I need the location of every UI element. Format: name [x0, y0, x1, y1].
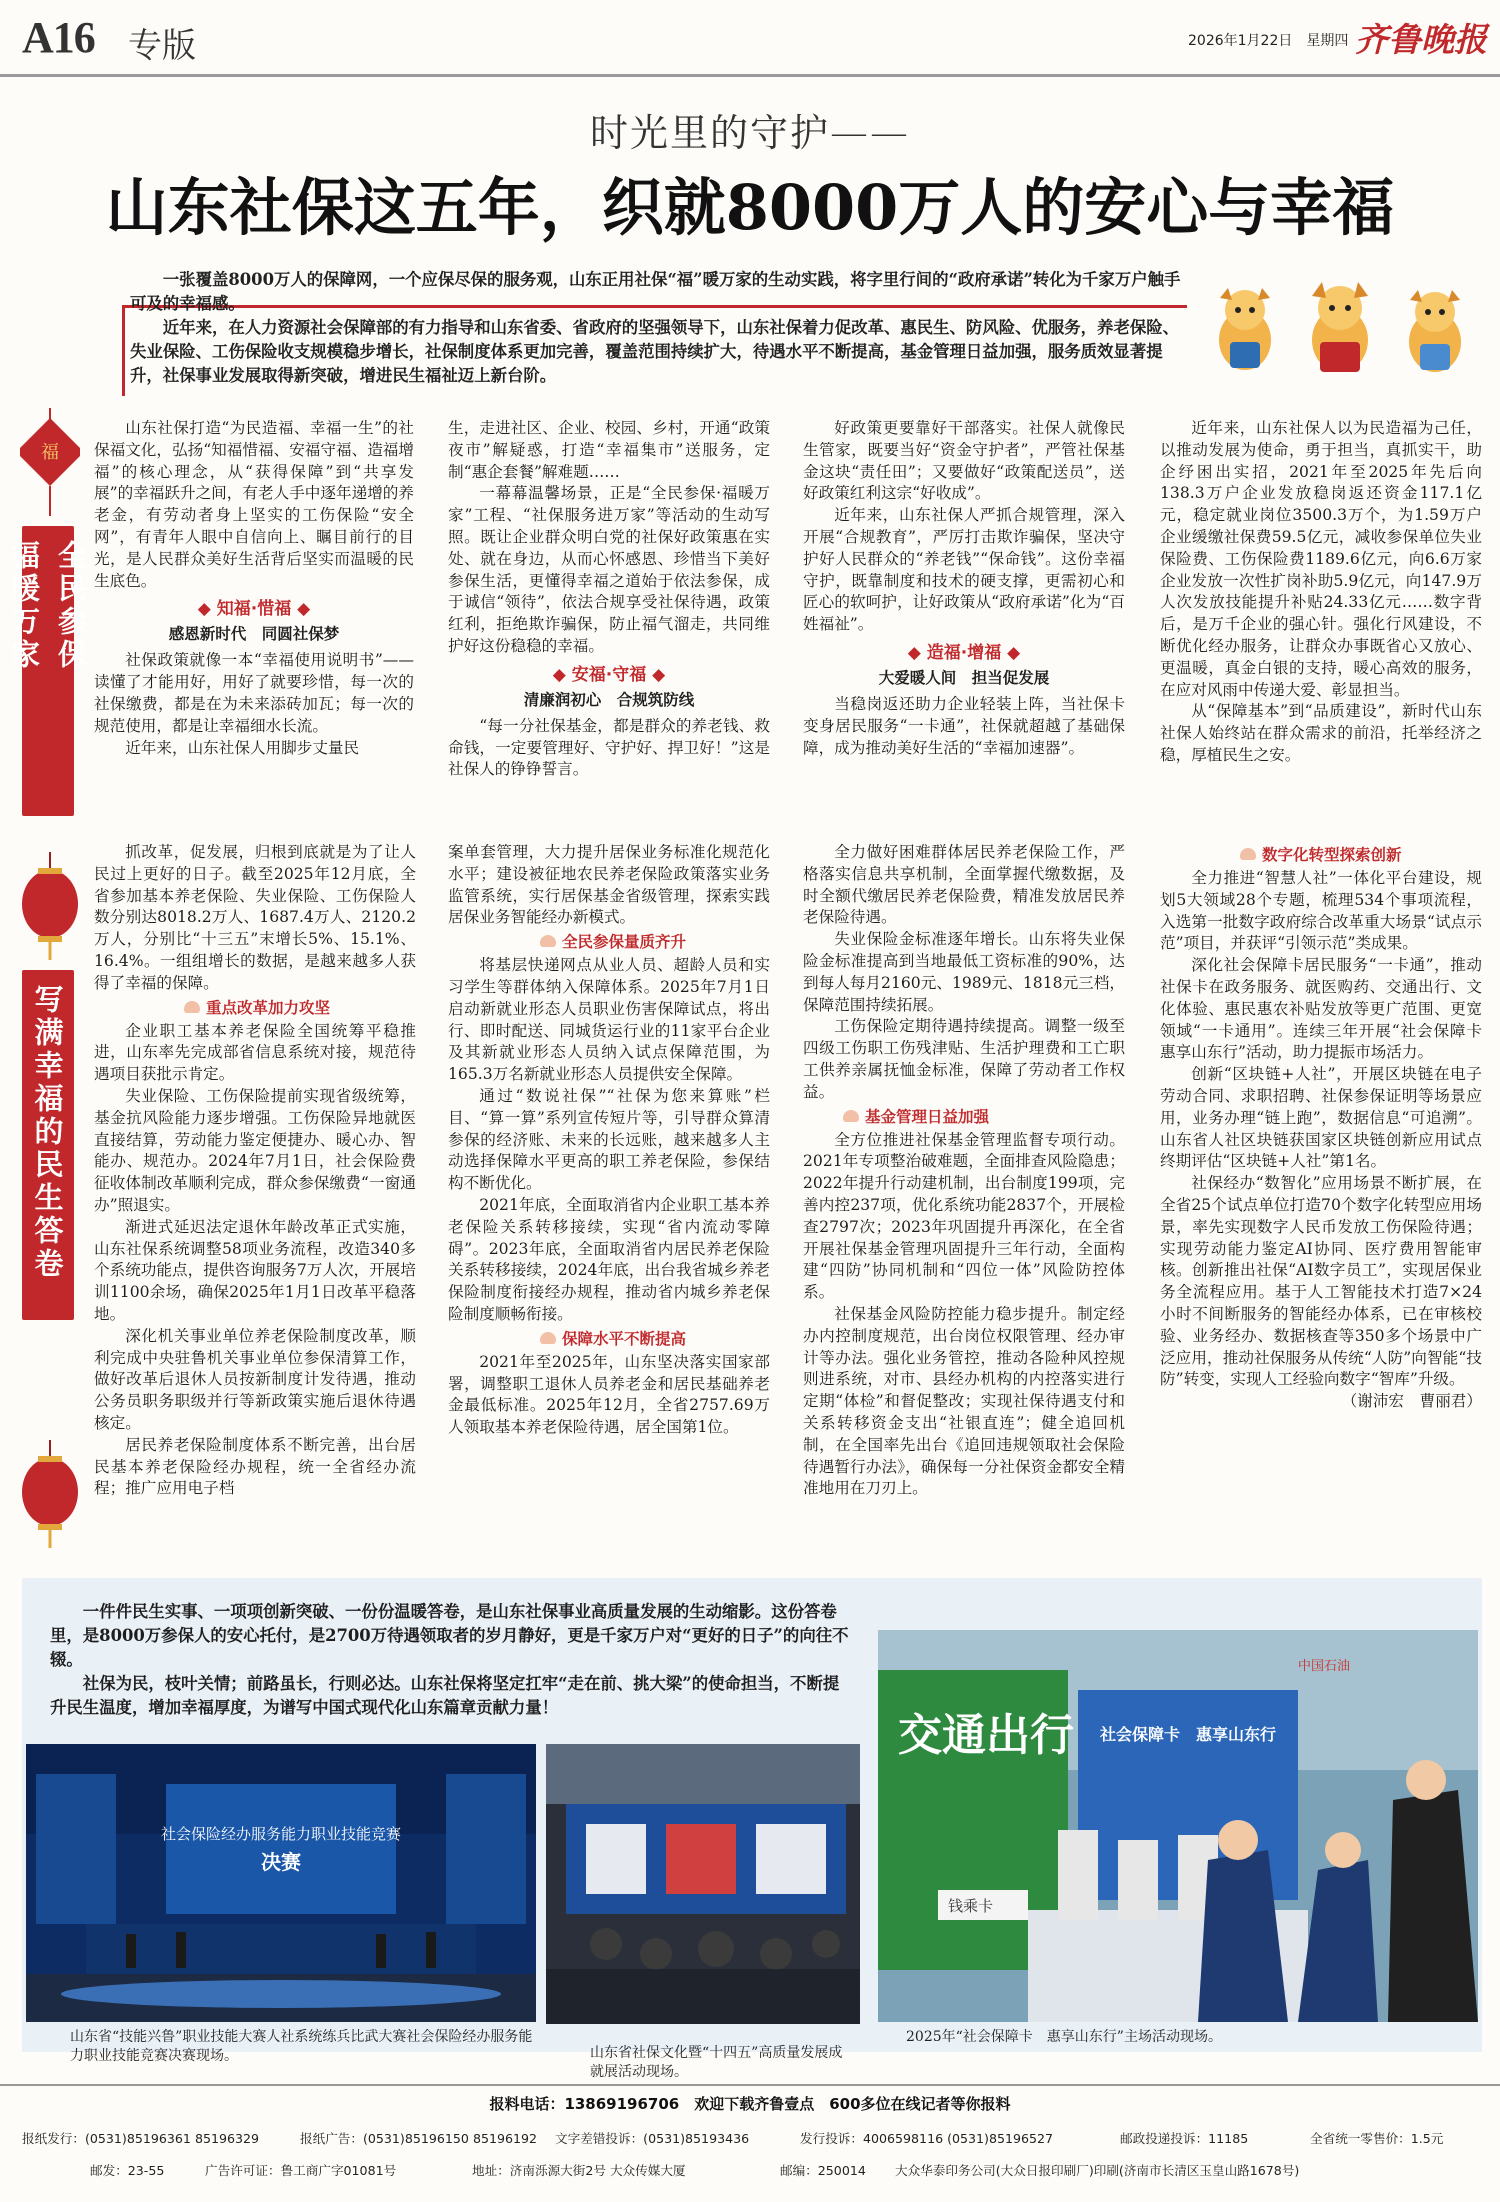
- paragraph: 2021年至2025年，山东坚决落实国家部署，调整职工退休人员养老金和居民基础养老金最低标准。2025年12月，全省2757.69万人领取基本养老保险待遇，居全国第1位。: [448, 1352, 770, 1437]
- paragraph: 案单套管理，大力提升居保业务标准化规范化水平；建设被征地农民养老保险政策落实业务监管系统，实行居保基金省级管理，探索实践居保业务智能经办新模式。: [448, 843, 770, 927]
- paragraph: 深化社会保障卡居民服务“一卡通”，推动社保卡在政务服务、就医购药、交通出行、文化体验、惠民惠农补贴发放等更广范围、更宽领域“一卡通用”。连续三年开展“社会保障卡 惠享山东行”活动，助力提振市场活力。: [1160, 956, 1498, 1062]
- subhead-slogan: 清廉润初心 合规筑防线: [523, 690, 695, 709]
- column-1-2: [448, 418, 770, 781]
- paragraph: 抓改革，促发展，归根到底就是为了让人民过上更好的日子。截至2025年12月底，全省参加基本养老保险、失业保险、工伤保险人数分别达8018.2万人、1687.4万人、2120.2万人，分别比“十三五”末增长5%、15.1%、16.4%。一组组增长的数据，是越来越多人获得了幸福的保障。: [94, 843, 416, 992]
- footer-item: 地址：济南泺源大街2号 大众传媒大厦: [472, 2163, 686, 2178]
- footer-rule: [0, 2084, 1500, 2086]
- footer-item: 广告许可证：鲁工商广字01081号: [205, 2163, 397, 2178]
- paragraph: 将基层快递网点从业人员、超龄人员和实习学生等群体纳入保障体系。2025年7月1日启动新就业形态人员职业伤害保障试点，将出行、即时配送、同城货运行业的11家平台企业及其新就业形态人员纳入试点保障范围，为165.3万名新就业形态人员提供安全保障。: [448, 956, 770, 1084]
- photo-exhibition: [546, 1744, 860, 2024]
- mascot-icon: [1219, 288, 1271, 370]
- subhead: 重点改革加力攻坚: [184, 995, 330, 1021]
- page-number: A16: [22, 13, 95, 62]
- footer-item: 全省统一零售价：1.5元: [1310, 2131, 1444, 2146]
- section-name: 专版: [128, 26, 196, 66]
- paragraph: 山东社保打造“为民造福、幸福一生”的社保福文化，弘扬“知福惜福、安福守福、造福增福”的核心理念，从“获得保障”到“共享发展”的幸福跃升之间，有老人手中逐年递增的养老金，有劳动者身上坚实的工伤保险“安全网”，有青年人眼中自信向上、瞩目前行的目光，是人民群众美好生活背后坚实而温暖的民生底色。: [94, 419, 414, 590]
- subhead-slogan: 大爱暖人间 担当促发展: [878, 668, 1050, 687]
- svg-text:福: 福: [41, 442, 59, 463]
- hotline: 报料电话：13869196706 欢迎下载齐鲁壹点 600多位在线记者等你报料: [489, 2095, 1011, 2113]
- header-rule: [0, 74, 1500, 77]
- column-1-1: [94, 418, 414, 759]
- paragraph: 从“保障基本”到“品质建设”，新时代山东社保人始终站在群众需求的前沿，托举经济之稳，厚植民生之安。: [1160, 702, 1482, 764]
- paragraph: 社保经办“数智化”应用场景不断扩展，在全省25个试点单位打造70个数字化转型应用场景，率先实现数字人民币发放工伤保险待遇；实现劳动能力鉴定AI协同、医疗费用智能审核。创新推出社保“AI数字员工”，实现居保业务全流程应用。基于人工智能技术打造7×24小时不间断服务的智能经办体系，已在审核校验、业务经办、数据核查等350多个场景中广泛应用，推动社保服务从传统“人防”向智能“技防”转变，实现人工经验向数字“智库”升级。: [1160, 1174, 1482, 1389]
- subhead: ◆ 知福·惜福 ◆: [197, 599, 311, 620]
- footer-item: 邮发：23-55: [90, 2163, 165, 2178]
- paragraph: 社保政策就像一本“幸福使用说明书”——读懂了才能用好，用好了就要珍惜，每一次的社保缴费，都是在为未来添砖加瓦；每一次的规范使用，都是让幸福细水长流。: [94, 651, 414, 735]
- paragraph: 失业保险金标准逐年增长。山东将失业保险金标准提高到当地最低工资标准的90%，达到每人每月2160元、1989元、1818元三档，保障范围持续拓展。: [803, 930, 1125, 1014]
- photo-caption: 山东省社保文化暨“十四五”高质量发展成就展活动现场。: [590, 2045, 843, 2080]
- summary: [50, 1600, 850, 1720]
- subhead: 基金管理日益加强: [843, 1104, 989, 1130]
- headline: 山东社保这五年，织就8000万人的安心与幸福: [105, 171, 1395, 244]
- paragraph: 近年来，山东社保人用脚步丈量民: [125, 738, 360, 757]
- photo-caption: 2025年“社会保障卡 惠享山东行”主场活动现场。: [906, 2029, 1222, 2045]
- sidebar-text: 福暖万家: [7, 540, 41, 672]
- footer-item: 发行投诉：4006598116 (0531)85196527: [800, 2131, 1054, 2146]
- column-1-3: [803, 418, 1125, 759]
- lantern-icon: [18, 852, 82, 962]
- subhead: 数字化转型探索创新: [1240, 842, 1402, 868]
- paragraph: 近年来，山东社保人严抓合规管理，深入开展“合规教育”，严厉打击欺诈骗保，坚决守护好人民群众的“养老钱”“保命钱”。这份幸福守护，既靠制度和技术的硬支撑，更需初心和匠心的软呵护，让好政策从“政府承诺”化为“百姓福祉”。: [803, 506, 1125, 634]
- issue-date: 2026年1月22日 星期四: [1188, 33, 1349, 49]
- footer-item: 邮编：250014: [780, 2163, 866, 2178]
- lantern-icon: [20, 408, 80, 518]
- sidebar-text: 全民参保: [54, 540, 88, 672]
- paragraph: 社保为民，枝叶关情；前路虽长，行则必达。山东社保将坚定扛牢“走在前、挑大梁”的使命担当，不断提升民生温度，增加幸福厚度，为谱写中国式现代化山东篇章贡献力量！: [50, 1674, 840, 1717]
- byline: （谢沛宏 曹丽君）: [1341, 1392, 1482, 1411]
- paragraph: 企业职工基本养老保险全国统筹平稳推进，山东率先完成部省信息系统对接，规范待遇项目获批示肯定。: [94, 1021, 416, 1084]
- lantern-icon: [18, 1440, 82, 1550]
- photo-caption: 山东省“技能兴鲁”职业技能大赛人社系统练兵比武大赛社会保险经办服务能力职业技能竞赛决赛现场。: [70, 2029, 533, 2064]
- newspaper-logo: 齐鲁晚报: [1355, 20, 1487, 59]
- paragraph: 深化机关事业单位养老保险制度改革，顺利完成中央驻鲁机关事业单位参保清算工作，做好改革后退休人员按新制度计发待遇，推动公务员职务职级并行等新政策实施后退休待遇核定。: [94, 1326, 416, 1432]
- section-sidebar: [7, 526, 88, 816]
- photo-event: [878, 1630, 1478, 2022]
- paragraph: 一件件民生实事、一项项创新突破、一份份温暖答卷，是山东社保事业高质量发展的生动缩影。这份答卷里，是8000万参保人的安心托付，是2700万待遇领取者的岁月静好，更是千家万户对“更好的日子”的向往不辍。: [50, 1602, 849, 1669]
- mascot-icon: [1409, 290, 1461, 372]
- stage-title: 社会保险经办服务能力职业技能竞赛: [160, 1825, 402, 1843]
- footer-item: 报纸发行：(0531)85196361 85196329: [22, 2131, 260, 2146]
- paragraph: 近年来，山东社保人以为民造福为己任，以推动发展为使命，勇于担当，真抓实干，助企纾困出实招，2021年至2025年先后向138.3万户企业发放稳岗返还资金117.1亿元，稳定就业岗位3500.3万个，为1.59万户企业缓缴社保费59.5亿元，减收参保单位失业保险费、工伤保险费1189.6亿元，向6.6万家企业发放一次性扩岗补助5.9亿元，向147.9万人次发放技能提升补贴24.33亿元……数字背后，是万千企业的强心针。强化行风建设，不断优化经办服务，让群众办事既省心又放心、更温暖，真金白银的支持，暖心高效的服务，在应对风雨中传递大爱、彰显担当。: [1160, 419, 1482, 699]
- column-2-3: [803, 842, 1125, 1500]
- paragraph: 社保基金风险防控能力稳步提升。制定经办内控制度规范，出台岗位权限管理、经办审计等办法。强化业务管控，推动各险种风控规则进系统，对市、县经办机构的内控落实进行定期“体检”和督促整改；实现社保待遇支付和关系转移资金支出“社银直连”；健全追回机制，在全国率先出台《追回违规领取社会保险待遇暂行办法》，确保每一分社保资金都安全精准地用在刀刃上。: [803, 1304, 1125, 1498]
- shop-sign: 钱乘卡: [948, 1897, 994, 1915]
- column-1-4: [1160, 418, 1482, 767]
- kicker: 时光里的守护——: [589, 111, 910, 155]
- paragraph: 渐进式延迟法定退休年龄改革正式实施，山东社保系统调整58项业务流程，改造340多个系统功能点，提供咨询服务7万人次，开展培训1100余场，确保2025年1月1日改革平稳落地。: [94, 1217, 416, 1323]
- lead-paragraph: 一张覆盖8000万人的保障网，一个应保尽保的服务观，山东正用社保“福”暖万家的生动实践，将字里行间的“政府承诺”转化为千家万户触手可及的幸福感。: [130, 270, 1181, 313]
- footer-item: 文字差错投诉：(0531)85193436: [555, 2131, 750, 2146]
- subhead: 全民参保量质齐升: [540, 929, 686, 955]
- paragraph: 失业保险、工伤保险提前实现省级统筹，基金抗风险能力逐步增强。工伤保险异地就医直接结算，劳动能力鉴定便捷办、暖心办、智能办、规范办。2024年7月1日，社会保险费征收体制改革顺利完成，群众参保缴费“一窗通办”照退实。: [94, 1086, 416, 1214]
- footer-item: 大众华泰印务公司(大众日报印刷厂)印刷(济南市长清区玉皇山路1678号): [895, 2163, 1300, 2178]
- sidebar-text: 写满幸福的民生答卷: [30, 984, 65, 1281]
- paragraph: 全力做好困难群体居民养老保险工作，严格落实信息共享机制，全面掌握代缴数据，及时全额代缴居民养老保险费，精准发放居民养老保险待遇。: [803, 843, 1125, 927]
- lead-paragraph: 近年来，在人力资源社会保障部的有力指导和山东省委、省政府的坚强领导下，山东社保着力促改革、惠民生、防风险、优服务，养老保险、失业保险、工伤保险收支规模稳步增长，社保制度体系更加完善，覆盖范围持续扩大，待遇水平不断提高，基金管理日益加强，服务质效显著提升，社保事业发展取得新突破，增进民生福祉迈上新台阶。: [130, 318, 1180, 385]
- subhead: 保障水平不断提高: [540, 1326, 686, 1352]
- footer-item: 邮政投递投诉：11185: [1120, 2131, 1249, 2146]
- stage-subtitle: 决赛: [261, 1850, 301, 1874]
- paragraph: 当稳岗返还助力企业轻装上阵，当社保卡变身居民服务“一卡通”，社保就超越了基础保障，成为推动美好生活的“幸福加速器”。: [803, 694, 1125, 757]
- subhead: ◆ 安福·守福 ◆: [552, 664, 666, 685]
- photo-contest: [26, 1744, 536, 2022]
- paragraph: 全方位推进社保基金管理监督专项行动。2021年专项整治破难题，全面排查风险隐患；2022年提升行动建机制，出台制度199项，完善内控237项，优化系统功能2837个，开展检查2797次；2023年巩固提升再深化，在全省开展社保基金管理巩固提升三年行动，全面构建“四防”协同机制和“四位一体”风险防控体系。: [803, 1130, 1125, 1302]
- banner-text: 交通出行: [898, 1710, 1074, 1761]
- lead-text: [130, 268, 1182, 388]
- booth-title: 社会保障卡 惠享山东行: [1099, 1725, 1277, 1744]
- subhead-slogan: 感恩新时代 同圆社保梦: [168, 625, 340, 644]
- paragraph: 居民养老保险制度体系不断完善，出台居民基本养老保险经办规程，统一全省经办流程；推广应用电子档: [94, 1435, 416, 1498]
- paragraph: 生，走进社区、企业、校园、乡村，开通“政策夜市”解疑惑，打造“幸福集市”送服务，定制“惠企套餐”解难题……: [448, 419, 770, 481]
- paragraph: 2021年底，全面取消省内企业职工基本养老保险关系转移接续，实现“省内流动零障碍”。2023年底，全面取消省内居民养老保险关系转移接续，2024年底，出台我省城乡养老保险制度衔接经办规程，推动省内城乡养老保险制度顺畅衔接。: [448, 1195, 770, 1323]
- paragraph: 工伤保险定期待遇持续提高。调整一级至四级工伤职工伤残津贴、生活护理费和工亡职工供养亲属抚恤金标准，保障了劳动者工作权益。: [803, 1017, 1125, 1101]
- mascot-icon: [1312, 282, 1368, 372]
- column-2-4: [1160, 842, 1498, 1413]
- paragraph: 通过“数说社保”“社保为您来算账”栏目、“算一算”系列宣传短片等，引导群众算清参保的经济账、未来的长远账，越来越多人主动选择保障水平更高的职工养老保险，参保结构不断优化。: [448, 1086, 770, 1193]
- footer-item: 报纸广告：(0531)85196150 85196192: [300, 2131, 538, 2146]
- column-2-2: [448, 842, 770, 1439]
- paragraph: 全力推进“智慧人社”一体化平台建设，规划5大领域28个专题，梳理534个事项流程，入选第一批数字政府综合改革重大场景“试点示范”项目，并获评“引领示范”类成果。: [1160, 869, 1482, 953]
- paragraph: 一幕幕温馨场景，正是“全民参保·福暖万家”工程、“社保服务进万家”等活动的生动写照。既让企业群众明白党的社保好政策惠在实处、就在身边，从而心怀感恩、珍惜当下美好参保生活，更懂得幸福之道始于依法参保，成于诚信“领待”，依法合规享受社保待遇，政策红利，拒绝欺诈骗保，防止福气溜走，共同维护好这份稳稳的幸福。: [448, 484, 770, 655]
- paragraph: 创新“区块链+人社”，开展区块链在电子劳动合同、求职招聘、社保参保证明等场景应用，业务办理“链上跑”，数据信息“可追溯”。山东省人社区块链获国家区块链创新应用试点终期评估“区块链+人社”第1名。: [1160, 1065, 1482, 1171]
- paragraph: “每一分社保基金，都是群众的养老钱、救命钱，一定要管理好、守护好、捍卫好！”这是社保人的铮铮誓言。: [448, 716, 770, 779]
- mascot-illustration: [1200, 270, 1480, 390]
- subhead: ◆ 造福·增福 ◆: [907, 642, 1021, 663]
- section-sidebar: [22, 970, 74, 1320]
- column-2-1: [94, 842, 416, 1500]
- booth-brand: 中国石油: [1298, 1659, 1351, 1674]
- paragraph: 好政策更要靠好干部落实。社保人就像民生管家，既要当好“资金守护者”，严管社保基金这块“责任田”；又要做好“政策配送员”，送好政策红利这宗“好收成”。: [803, 419, 1125, 503]
